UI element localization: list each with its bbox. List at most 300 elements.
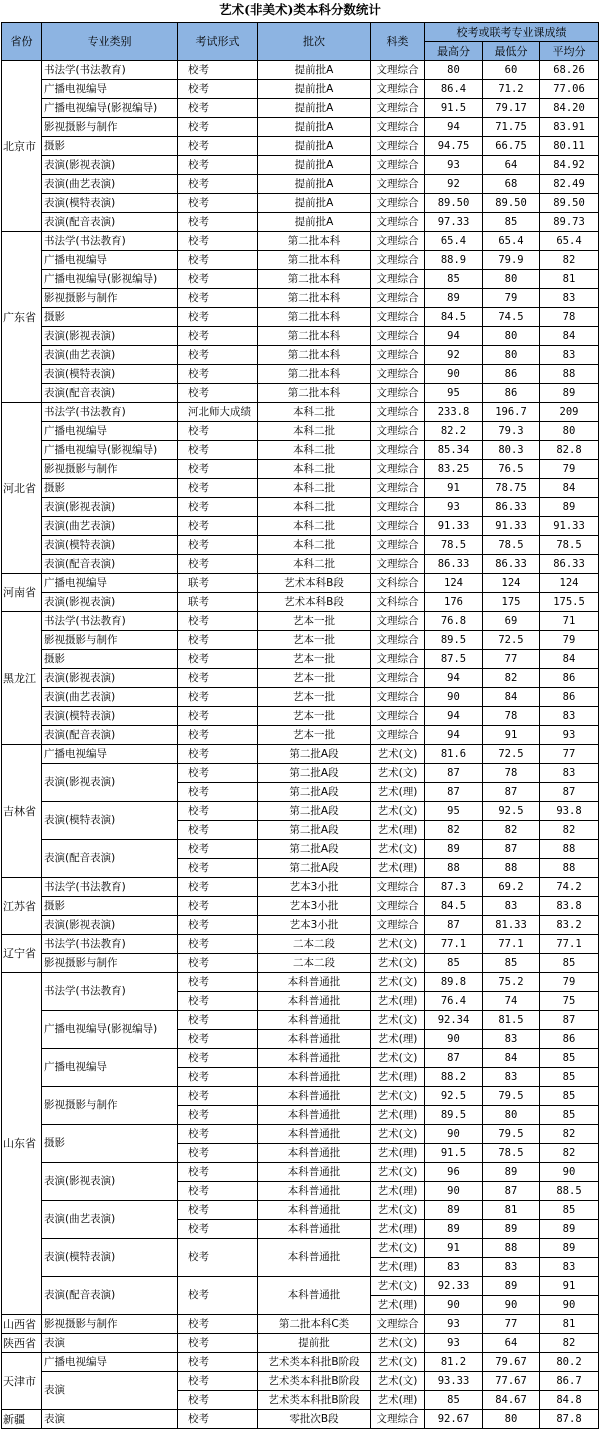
subject-cell: 艺术(理) [371, 1220, 425, 1239]
min-score-cell: 82 [483, 821, 540, 840]
exam-form-cell: 校考 [178, 384, 258, 403]
min-score-cell: 86 [483, 384, 540, 403]
exam-form-cell: 校考 [178, 251, 258, 270]
major-cell: 表演(曲艺表演) [42, 1201, 178, 1239]
max-score-cell: 81.2 [425, 1353, 483, 1372]
subject-cell: 文理综合 [371, 99, 425, 118]
avg-score-cell: 78 [540, 308, 599, 327]
avg-score-cell: 90 [540, 1296, 599, 1315]
table-row [2, 1201, 599, 1220]
major-cell: 影视摄影与制作 [42, 954, 178, 973]
exam-form-cell: 校考 [178, 821, 258, 840]
exam-form-cell: 校考 [178, 1163, 258, 1182]
avg-score-cell: 209 [540, 403, 599, 422]
exam-form-cell: 校考 [178, 1334, 258, 1353]
avg-score-cell: 85 [540, 954, 599, 973]
max-score-cell: 87.3 [425, 878, 483, 897]
table-row [2, 99, 599, 118]
table-row [2, 1353, 599, 1372]
subject-cell: 艺术(理) [371, 1144, 425, 1163]
subject-cell: 艺术(理) [371, 1068, 425, 1087]
batch-cell: 第二批A段 [258, 821, 371, 840]
subject-cell: 文理综合 [371, 365, 425, 384]
exam-form-cell: 校考 [178, 137, 258, 156]
batch-cell: 艺术本科B段 [258, 593, 371, 612]
subject-cell: 文理综合 [371, 460, 425, 479]
avg-score-cell: 81 [540, 1315, 599, 1334]
max-score-cell: 124 [425, 574, 483, 593]
batch-cell: 提前批A [258, 99, 371, 118]
max-score-cell: 93.33 [425, 1372, 483, 1391]
table-row [2, 802, 599, 821]
max-score-cell: 92 [425, 346, 483, 365]
min-score-cell: 74.5 [483, 308, 540, 327]
max-score-cell: 89.5 [425, 631, 483, 650]
max-score-cell: 81.6 [425, 745, 483, 764]
avg-score-cell: 82.8 [540, 441, 599, 460]
major-cell: 书法学(书法教育) [42, 612, 178, 631]
exam-form-cell: 校考 [178, 346, 258, 365]
subject-cell: 艺术(文) [371, 764, 425, 783]
avg-score-cell: 91 [540, 1277, 599, 1296]
major-cell: 广播电视编导 [42, 80, 178, 99]
major-cell: 广播电视编导(影视编导) [42, 270, 178, 289]
table-row [2, 1372, 599, 1391]
avg-score-cell: 83 [540, 707, 599, 726]
avg-score-cell: 86 [540, 688, 599, 707]
table-row [2, 935, 599, 954]
major-cell: 广播电视编导(影视编导) [42, 1011, 178, 1049]
min-score-cell: 78.5 [483, 536, 540, 555]
exam-form-cell: 校考 [178, 118, 258, 137]
subject-cell: 艺术(理) [371, 821, 425, 840]
avg-score-cell: 88 [540, 859, 599, 878]
min-score-cell: 81.33 [483, 916, 540, 935]
major-cell: 表演(影视表演) [42, 156, 178, 175]
exam-form-cell: 校考 [178, 1011, 258, 1030]
subject-cell: 文理综合 [371, 232, 425, 251]
batch-cell: 第二批本科 [258, 270, 371, 289]
max-score-cell: 88 [425, 859, 483, 878]
table-row [2, 954, 599, 973]
exam-form-cell: 校考 [178, 536, 258, 555]
exam-form-cell: 校考 [178, 612, 258, 631]
exam-form-cell: 校考 [178, 859, 258, 878]
max-score-cell: 95 [425, 802, 483, 821]
max-score-cell: 92.33 [425, 1277, 483, 1296]
avg-score-cell: 83 [540, 764, 599, 783]
avg-score-cell: 124 [540, 574, 599, 593]
exam-form-cell: 校考 [178, 669, 258, 688]
major-cell: 表演 [42, 1334, 178, 1353]
subject-cell: 艺术(文) [371, 745, 425, 764]
province-cell: 河北省 [2, 403, 42, 574]
avg-score-cell: 84 [540, 479, 599, 498]
exam-form-cell: 校考 [178, 1391, 258, 1410]
min-score-cell: 68 [483, 175, 540, 194]
subject-cell: 文理综合 [371, 631, 425, 650]
header-exam-form: 考试形式 [178, 23, 258, 61]
max-score-cell: 84.5 [425, 897, 483, 916]
major-cell: 表演(影视表演) [42, 764, 178, 802]
min-score-cell: 89 [483, 1163, 540, 1182]
subject-cell: 艺术(理) [371, 1296, 425, 1315]
batch-cell: 本科二批 [258, 403, 371, 422]
exam-form-cell: 校考 [178, 992, 258, 1011]
avg-score-cell: 85 [540, 1049, 599, 1068]
exam-form-cell: 校考 [178, 1087, 258, 1106]
avg-score-cell: 83.8 [540, 897, 599, 916]
subject-cell: 文理综合 [371, 327, 425, 346]
subject-cell: 艺术(理) [371, 859, 425, 878]
table-row [2, 1239, 599, 1258]
max-score-cell: 96 [425, 1163, 483, 1182]
avg-score-cell: 83 [540, 289, 599, 308]
min-score-cell: 79.67 [483, 1353, 540, 1372]
batch-cell: 本科普通批 [258, 992, 371, 1011]
max-score-cell: 87.5 [425, 650, 483, 669]
exam-form-cell: 校考 [178, 213, 258, 232]
max-score-cell: 85 [425, 270, 483, 289]
avg-score-cell: 84.20 [540, 99, 599, 118]
province-cell: 陕西省 [2, 1334, 42, 1353]
batch-cell: 本科普通批 [258, 1030, 371, 1049]
major-cell: 广播电视编导 [42, 251, 178, 270]
table-row [2, 688, 599, 707]
subject-cell: 文理综合 [371, 479, 425, 498]
exam-form-cell: 校考 [178, 1372, 258, 1391]
exam-form-cell: 校考 [178, 441, 258, 460]
table-row [2, 479, 599, 498]
major-cell: 表演(配音表演) [42, 213, 178, 232]
table-row [2, 593, 599, 612]
subject-cell: 文理综合 [371, 422, 425, 441]
table-row [2, 118, 599, 137]
subject-cell: 艺术(理) [371, 1106, 425, 1125]
exam-form-cell: 校考 [178, 232, 258, 251]
min-score-cell: 80 [483, 270, 540, 289]
max-score-cell: 89.8 [425, 973, 483, 992]
province-cell: 广东省 [2, 232, 42, 403]
batch-cell: 第二批本科 [258, 308, 371, 327]
major-cell: 表演(曲艺表演) [42, 688, 178, 707]
subject-cell: 文理综合 [371, 916, 425, 935]
table-row [2, 403, 599, 422]
exam-form-cell: 校考 [178, 194, 258, 213]
min-score-cell: 81 [483, 1201, 540, 1220]
exam-form-cell: 联考 [178, 574, 258, 593]
max-score-cell: 176 [425, 593, 483, 612]
major-cell: 广播电视编导 [42, 1353, 178, 1372]
max-score-cell: 94 [425, 726, 483, 745]
max-score-cell: 93 [425, 156, 483, 175]
major-cell: 表演(模特表演) [42, 536, 178, 555]
min-score-cell: 82 [483, 669, 540, 688]
table-row [2, 346, 599, 365]
major-cell: 表演 [42, 1410, 178, 1429]
batch-cell: 第二批本科 [258, 327, 371, 346]
exam-form-cell: 校考 [178, 1030, 258, 1049]
batch-cell: 第二批A段 [258, 840, 371, 859]
avg-score-cell: 93 [540, 726, 599, 745]
avg-score-cell: 71 [540, 612, 599, 631]
batch-cell: 本科二批 [258, 536, 371, 555]
min-score-cell: 84 [483, 1049, 540, 1068]
table-row [2, 612, 599, 631]
max-score-cell: 65.4 [425, 232, 483, 251]
table-row [2, 840, 599, 859]
max-score-cell: 94 [425, 707, 483, 726]
min-score-cell: 91.33 [483, 517, 540, 536]
max-score-cell: 92.67 [425, 1410, 483, 1429]
table-row [2, 365, 599, 384]
batch-cell: 本科普通批 [258, 1144, 371, 1163]
exam-form-cell: 校考 [178, 1182, 258, 1201]
subject-cell: 文理综合 [371, 1410, 425, 1429]
min-score-cell: 86 [483, 365, 540, 384]
min-score-cell: 69.2 [483, 878, 540, 897]
avg-score-cell: 81 [540, 270, 599, 289]
avg-score-cell: 89 [540, 1239, 599, 1258]
page-title: 艺术(非美术)类本科分数统计 [219, 2, 381, 17]
major-cell: 广播电视编导 [42, 1049, 178, 1087]
subject-cell: 艺术(文) [371, 954, 425, 973]
table-row [2, 137, 599, 156]
table-row [2, 555, 599, 574]
major-cell: 影视摄影与制作 [42, 1087, 178, 1125]
max-score-cell: 88.9 [425, 251, 483, 270]
max-score-cell: 92 [425, 175, 483, 194]
subject-cell: 文科综合 [371, 574, 425, 593]
min-score-cell: 85 [483, 954, 540, 973]
batch-cell: 第二批本科 [258, 251, 371, 270]
batch-cell: 提前批A [258, 137, 371, 156]
exam-form-cell: 校考 [178, 650, 258, 669]
avg-score-cell: 84.8 [540, 1391, 599, 1410]
avg-score-cell: 83 [540, 346, 599, 365]
batch-cell: 本科二批 [258, 422, 371, 441]
major-cell: 广播电视编导(影视编导) [42, 441, 178, 460]
exam-form-cell: 校考 [178, 878, 258, 897]
subject-cell: 艺术(文) [371, 802, 425, 821]
max-score-cell: 83.25 [425, 460, 483, 479]
max-score-cell: 89 [425, 840, 483, 859]
major-cell: 表演(配音表演) [42, 384, 178, 403]
exam-form-cell: 校考 [178, 954, 258, 973]
major-cell: 摄影 [42, 650, 178, 669]
batch-cell: 本科普通批 [258, 1087, 371, 1106]
max-score-cell: 89 [425, 1220, 483, 1239]
max-score-cell: 89 [425, 1201, 483, 1220]
table-row [2, 308, 599, 327]
batch-cell: 本科普通批 [258, 973, 371, 992]
subject-cell: 文理综合 [371, 80, 425, 99]
batch-cell: 提前批A [258, 194, 371, 213]
subject-cell: 艺术(文) [371, 1277, 425, 1296]
table-row [2, 1011, 599, 1030]
table-row [2, 517, 599, 536]
max-score-cell: 87 [425, 764, 483, 783]
min-score-cell: 83 [483, 1068, 540, 1087]
avg-score-cell: 80 [540, 422, 599, 441]
table-row [2, 650, 599, 669]
batch-cell: 本科普通批 [258, 1011, 371, 1030]
subject-cell: 文理综合 [371, 555, 425, 574]
min-score-cell: 175 [483, 593, 540, 612]
major-cell: 书法学(书法教育) [42, 232, 178, 251]
avg-score-cell: 65.4 [540, 232, 599, 251]
max-score-cell: 91.5 [425, 1144, 483, 1163]
major-cell: 摄影 [42, 897, 178, 916]
avg-score-cell: 79 [540, 973, 599, 992]
batch-cell: 第二批本科C类 [258, 1315, 371, 1334]
batch-cell: 本科普通批 [258, 1125, 371, 1144]
avg-score-cell: 89 [540, 1220, 599, 1239]
table-row [2, 1315, 599, 1334]
min-score-cell: 91 [483, 726, 540, 745]
max-score-cell: 90 [425, 1182, 483, 1201]
min-score-cell: 60 [483, 61, 540, 80]
max-score-cell: 90 [425, 1296, 483, 1315]
table-row [2, 441, 599, 460]
min-score-cell: 83 [483, 897, 540, 916]
max-score-cell: 90 [425, 1125, 483, 1144]
max-score-cell: 93 [425, 1315, 483, 1334]
subject-cell: 艺术(文) [371, 1353, 425, 1372]
avg-score-cell: 88.5 [540, 1182, 599, 1201]
min-score-cell: 87 [483, 1182, 540, 1201]
exam-form-cell: 校考 [178, 840, 258, 859]
batch-cell: 提前批A [258, 213, 371, 232]
batch-cell: 本科普通批 [258, 1220, 371, 1239]
major-cell: 书法学(书法教育) [42, 61, 178, 80]
batch-cell: 本科二批 [258, 479, 371, 498]
avg-score-cell: 78.5 [540, 536, 599, 555]
table-row [2, 574, 599, 593]
min-score-cell: 75.2 [483, 973, 540, 992]
exam-form-cell: 联考 [178, 593, 258, 612]
max-score-cell: 94 [425, 327, 483, 346]
avg-score-cell: 79 [540, 460, 599, 479]
major-cell: 书法学(书法教育) [42, 878, 178, 897]
avg-score-cell: 82 [540, 821, 599, 840]
subject-cell: 文理综合 [371, 213, 425, 232]
min-score-cell: 89.50 [483, 194, 540, 213]
table-row [2, 213, 599, 232]
avg-score-cell: 86 [540, 1030, 599, 1049]
max-score-cell: 91.33 [425, 517, 483, 536]
avg-score-cell: 83 [540, 1258, 599, 1277]
min-score-cell: 196.7 [483, 403, 540, 422]
batch-cell: 第二批A段 [258, 764, 371, 783]
subject-cell: 文理综合 [371, 1315, 425, 1334]
batch-cell: 本科普通批 [258, 1239, 371, 1277]
exam-form-cell: 校考 [178, 726, 258, 745]
batch-cell: 二本二段 [258, 935, 371, 954]
batch-cell: 零批次B段 [258, 1410, 371, 1429]
table-row [2, 1410, 599, 1429]
subject-cell: 文理综合 [371, 175, 425, 194]
table-row [2, 194, 599, 213]
major-cell: 表演(影视表演) [42, 1163, 178, 1201]
header-batch: 批次 [258, 23, 371, 61]
major-cell: 表演(影视表演) [42, 593, 178, 612]
exam-form-cell: 校考 [178, 270, 258, 289]
min-score-cell: 124 [483, 574, 540, 593]
major-cell: 表演(配音表演) [42, 726, 178, 745]
exam-form-cell: 校考 [178, 973, 258, 992]
header-score-group: 校考或联考专业课成绩 [425, 23, 599, 42]
exam-form-cell: 校考 [178, 1239, 258, 1277]
avg-score-cell: 77.06 [540, 80, 599, 99]
subject-cell: 艺术(理) [371, 1182, 425, 1201]
subject-cell: 艺术(理) [371, 783, 425, 802]
avg-score-cell: 88 [540, 840, 599, 859]
max-score-cell: 91 [425, 479, 483, 498]
min-score-cell: 79.3 [483, 422, 540, 441]
batch-cell: 第二批本科 [258, 346, 371, 365]
exam-form-cell: 校考 [178, 517, 258, 536]
min-score-cell: 89 [483, 1277, 540, 1296]
max-score-cell: 76.8 [425, 612, 483, 631]
max-score-cell: 233.8 [425, 403, 483, 422]
min-score-cell: 74 [483, 992, 540, 1011]
major-cell: 表演(模特表演) [42, 365, 178, 384]
subject-cell: 文理综合 [371, 897, 425, 916]
subject-cell: 文理综合 [371, 536, 425, 555]
score-table [1, 22, 599, 1429]
avg-score-cell: 84 [540, 650, 599, 669]
avg-score-cell: 89.73 [540, 213, 599, 232]
batch-cell: 艺本一批 [258, 631, 371, 650]
major-cell: 广播电视编导 [42, 745, 178, 764]
major-cell: 影视摄影与制作 [42, 1315, 178, 1334]
table-row [2, 175, 599, 194]
table-row [2, 384, 599, 403]
min-score-cell: 71.2 [483, 80, 540, 99]
table-row [2, 422, 599, 441]
batch-cell: 提前批A [258, 175, 371, 194]
min-score-cell: 86.33 [483, 555, 540, 574]
major-cell: 书法学(书法教育) [42, 935, 178, 954]
subject-cell: 艺术(文) [371, 1334, 425, 1353]
exam-form-cell: 校考 [178, 935, 258, 954]
max-score-cell: 94 [425, 669, 483, 688]
batch-cell: 本科二批 [258, 460, 371, 479]
min-score-cell: 76.5 [483, 460, 540, 479]
major-cell: 书法学(书法教育) [42, 973, 178, 1011]
max-score-cell: 90 [425, 1030, 483, 1049]
max-score-cell: 76.4 [425, 992, 483, 1011]
avg-score-cell: 175.5 [540, 593, 599, 612]
min-score-cell: 79.5 [483, 1125, 540, 1144]
table-row [2, 327, 599, 346]
batch-cell: 本科普通批 [258, 1277, 371, 1315]
batch-cell: 艺本3小批 [258, 878, 371, 897]
min-score-cell: 80.3 [483, 441, 540, 460]
min-score-cell: 78.5 [483, 1144, 540, 1163]
province-cell: 北京市 [2, 61, 42, 232]
max-score-cell: 84.5 [425, 308, 483, 327]
avg-score-cell: 89.50 [540, 194, 599, 213]
min-score-cell: 78 [483, 707, 540, 726]
min-score-cell: 86.33 [483, 498, 540, 517]
exam-form-cell: 校考 [178, 631, 258, 650]
batch-cell: 第二批本科 [258, 232, 371, 251]
exam-form-cell: 校考 [178, 1410, 258, 1429]
subject-cell: 艺术(文) [371, 973, 425, 992]
avg-score-cell: 85 [540, 1068, 599, 1087]
